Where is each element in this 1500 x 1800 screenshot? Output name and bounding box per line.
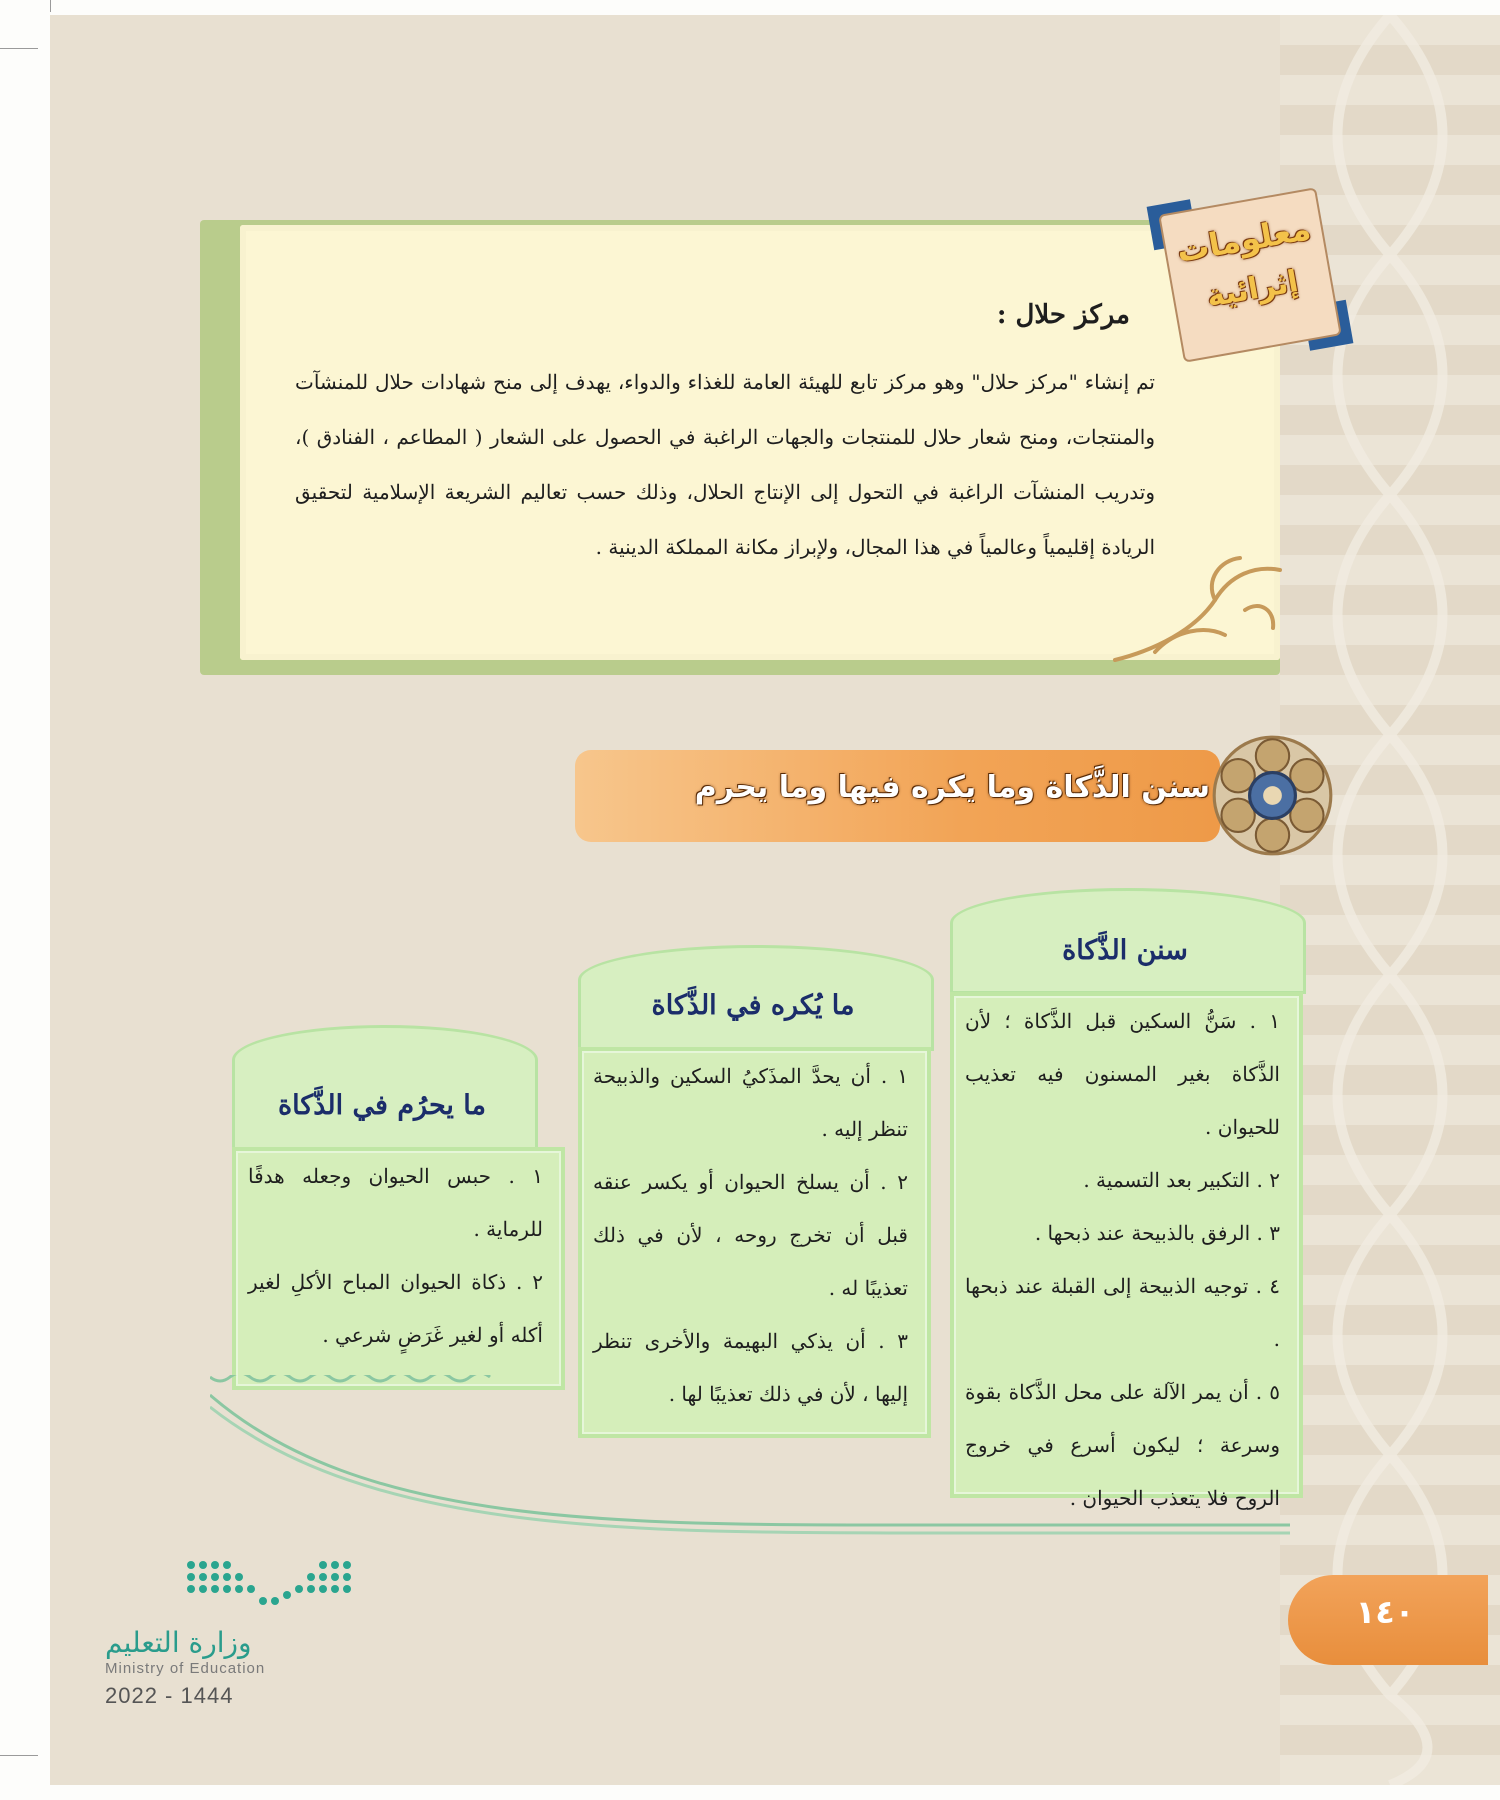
- list-item: ٥ . أن يمر الآلة على محل الذَّكاة بقوة وسرعة ؛ ليكون أسرع في خروج الروح فلا يتعذب الحيوان .: [965, 1380, 1280, 1510]
- floral-ornament-icon: [1095, 540, 1295, 670]
- rosette-icon: [1210, 733, 1335, 858]
- ministry-year: 2022 - 1444: [105, 1683, 234, 1708]
- list-item: ٢ . ذكاة الحيوان المباح الأكلِ لغير أكله أو لغير غَرَضٍ شرعي .: [248, 1270, 543, 1347]
- list-item: ٤ . توجيه الذبيحة إلى القبلة عند ذبحها .: [965, 1274, 1280, 1351]
- crop-mark: [0, 1755, 38, 1756]
- list-item: ٢ . التكبير بعد التسمية .: [1083, 1168, 1280, 1192]
- ministry-logo-icon: [185, 1555, 355, 1615]
- card-title-haram: ما يحرُم في الذَّكاة: [278, 1090, 486, 1121]
- crop-mark: [0, 48, 38, 49]
- section-title: سنن الذَّكاة وما يكره فيها وما يحرم: [694, 770, 1210, 805]
- list-item: ٣ . الرفق بالذبيحة عند ذبحها .: [1034, 1221, 1280, 1245]
- ministry-name-english: Ministry of Education: [105, 1660, 266, 1677]
- list-item: ٢ . أن يسلخ الحيوان أو يكسر عنقه قبل أن تخرج روحه ، لأن في ذلك تعذيبًا له .: [593, 1170, 908, 1300]
- enrichment-badge: [1147, 176, 1354, 375]
- badge-line-2: إثرائية: [1204, 264, 1301, 315]
- card-title-makruh: ما يُكره في الذَّكاة: [651, 990, 855, 1021]
- crop-mark: [50, 0, 51, 12]
- card-title-sunan: سنن الذَّكاة: [1062, 935, 1188, 966]
- list-item: ١ . حبس الحيوان وجعله هدفًا للرماية .: [248, 1164, 543, 1241]
- list-item: ٣ . أن يذكي البهيمة والأخرى تنظر إليها ، لأن في ذلك تعذيبًا لها .: [593, 1329, 908, 1406]
- wavy-line-decoration: [210, 1375, 1310, 1535]
- enrichment-title: مركز حلال :: [996, 300, 1130, 330]
- ministry-name-arabic: وزارة التعليم: [105, 1626, 252, 1659]
- card-list-makruh: [593, 1050, 908, 1421]
- page-number: ١٤٠: [1355, 1593, 1415, 1631]
- badge-line-1: معلومات: [1173, 209, 1314, 270]
- list-item: ١ . سَنُّ السكين قبل الذَّكاة ؛ لأن الذَّكاة بغير المسنون فيه تعذيب للحيوان .: [965, 1009, 1280, 1139]
- card-list-haram: [248, 1150, 543, 1362]
- enrichment-text: تم إنشاء "مركز حلال" وهو مركز تابع للهيئة العامة للغذاء والدواء، يهدف إلى منح شهادات حلال للمنشآت والمنتجات، ومنح شعار حلال للمنتجات والجهات الراغبة في الحصول على الشعار ( المطاعم ، الفنادق )، وتدريب المنشآت الراغبة في التحول إلى الإنتاج الحلال، وذلك حسب تعاليم الشريعة الإسلامية لتحقيق الريادة إقليمياً وعالمياً في هذا المجال، ولإبراز مكانة المملكة الدينية .: [295, 370, 1155, 559]
- list-item: ١ . أن يحدَّ المذَكيُ السكين والذبيحة تنظر إليه .: [593, 1064, 908, 1141]
